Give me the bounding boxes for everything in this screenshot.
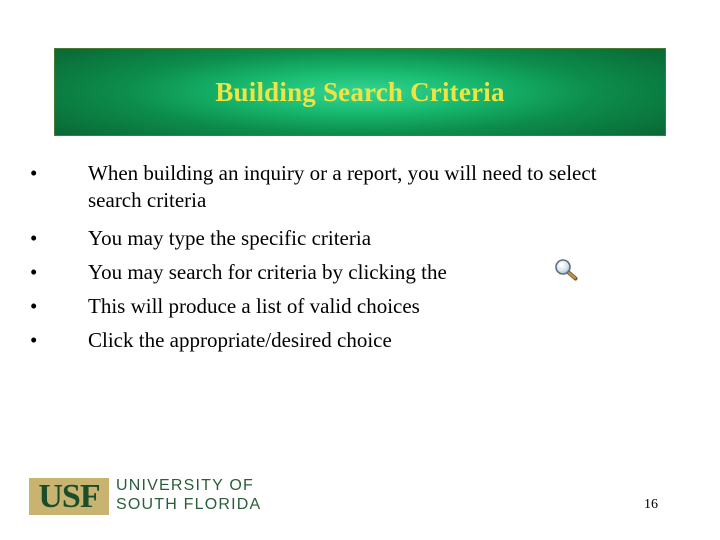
bullet-marker: • xyxy=(30,294,38,318)
bullet-item xyxy=(30,289,670,323)
bullet-marker: • xyxy=(30,328,38,352)
bullet-marker: • xyxy=(30,226,38,250)
slide-title: Building Search Criteria xyxy=(215,76,505,107)
bullet-marker: • xyxy=(30,260,38,284)
search-icon xyxy=(553,258,579,282)
usf-logo-abbrev: USF xyxy=(38,477,100,515)
bullet-text: Click the appropriate/desired choice xyxy=(88,328,392,352)
bullet-text: You may search for criteria by clicking the xyxy=(88,260,447,284)
usf-logo-mark xyxy=(29,478,109,515)
usf-logo-name-line1: UNIVERSITY OF xyxy=(116,477,254,494)
usf-logo xyxy=(29,476,261,516)
bullet-item xyxy=(30,221,670,255)
bullet-item xyxy=(30,323,670,357)
bullet-text: When building an inquiry or a report, you will need to select search criteria xyxy=(88,161,597,212)
page-number: 16 xyxy=(644,497,658,512)
title-banner xyxy=(54,48,666,136)
bullet-text: This will produce a list of valid choices xyxy=(88,294,420,318)
bullet-marker: • xyxy=(30,161,38,185)
bullet-text: You may type the specific criteria xyxy=(88,226,372,250)
bullet-item xyxy=(30,160,670,221)
usf-logo-name-line2: SOUTH FLORIDA xyxy=(116,496,262,513)
usf-logo-name xyxy=(116,476,261,514)
